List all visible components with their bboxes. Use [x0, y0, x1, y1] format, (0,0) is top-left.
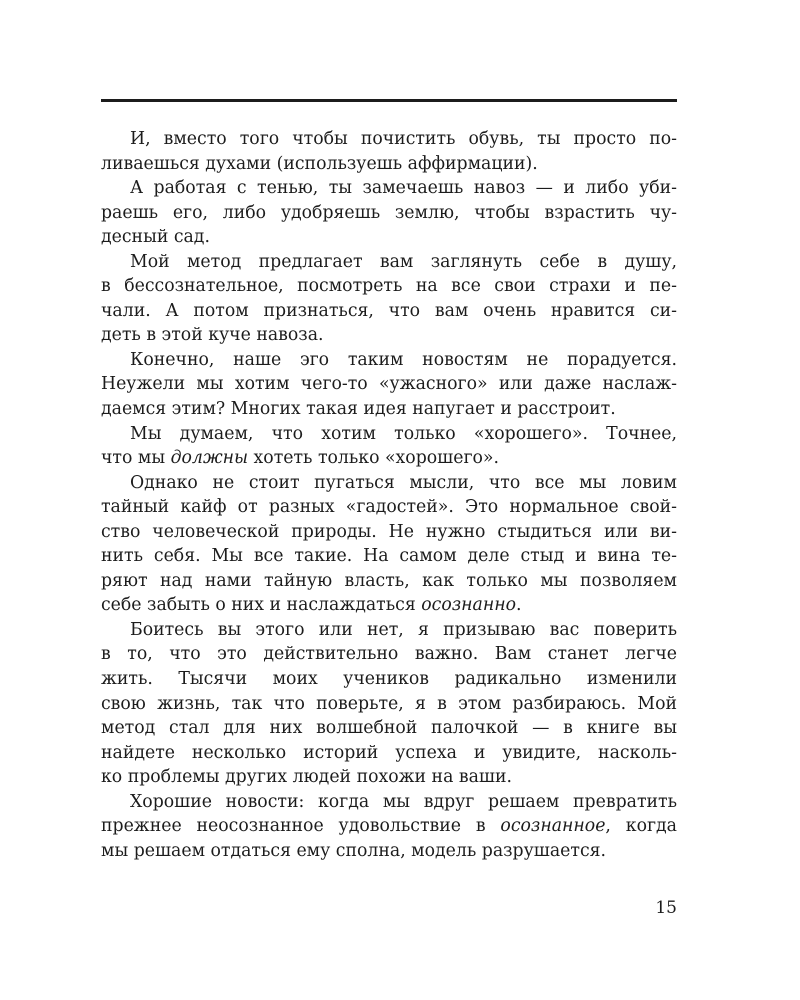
- text-line: [101, 397, 677, 422]
- text-line: [101, 790, 677, 815]
- text-line: [101, 618, 677, 643]
- text-run: хотеть только «хорошего».: [248, 448, 499, 469]
- italic-emphasis: должны: [170, 448, 249, 469]
- text-line: [101, 544, 677, 569]
- text-run: мы решаем отдаться ему сполна, модель разрушается.: [101, 840, 607, 861]
- text-run: Мой метод предлагает вам заглянуть себе в душу,: [130, 251, 677, 272]
- text-line: [101, 814, 677, 839]
- text-run: ливаешься духами (используешь аффирмации).: [101, 153, 538, 174]
- text-run: Конечно, наше эго таким новостям не порадуется.: [130, 349, 677, 370]
- paragraph: [101, 176, 677, 250]
- text-run: раешь его, либо удобряешь землю, чтобы взрастить чу-: [101, 202, 677, 223]
- text-line: [101, 495, 677, 520]
- text-run: себе забыть о них и наслаждаться: [101, 595, 422, 616]
- text-line: [101, 372, 677, 397]
- paragraph: [101, 790, 677, 864]
- text-run: Хорошие новости: когда мы вдруг решаем превратить: [130, 791, 677, 812]
- text-line: [101, 323, 677, 348]
- text-run: в то, что это действительно важно. Вам станет легче: [101, 644, 677, 665]
- text-line: [101, 667, 677, 692]
- text-run: десный сад.: [101, 227, 210, 248]
- text-run: , когда: [605, 816, 677, 837]
- text-line: [101, 422, 677, 447]
- text-run: что мы: [101, 448, 171, 469]
- text-line: [101, 716, 677, 741]
- text-line: [101, 250, 677, 275]
- text-line: [101, 741, 677, 766]
- text-line: [101, 642, 677, 667]
- page-number: 15: [655, 898, 677, 918]
- text-run: даемся этим? Многих такая идея напугает и расстроит.: [101, 399, 616, 420]
- text-run: Неужели мы хотим чего-то «ужасного» или даже наслаж-: [101, 374, 677, 395]
- text-run: метод стал для них волшебной палочкой — в книге вы: [101, 718, 677, 739]
- text-line: [101, 446, 677, 471]
- paragraph: [101, 348, 677, 422]
- text-line: [101, 839, 677, 864]
- text-line: [101, 348, 677, 373]
- text-run: ко проблемы других людей похожи на ваши.: [101, 767, 512, 788]
- text-run: в бессознательное, посмотреть на все свои страхи и пе-: [101, 276, 677, 297]
- italic-emphasis: осознанное: [500, 816, 606, 837]
- text-run: тайный кайф от разных «гадостей». Это нормальное свой-: [101, 497, 677, 518]
- text-line: [101, 176, 677, 201]
- text-run: Боитесь вы этого или нет, я призываю вас поверить: [130, 619, 677, 640]
- paragraph: [101, 471, 677, 618]
- text-line: [101, 299, 677, 324]
- text-run: ряют над нами тайную власть, как только мы позволяем: [101, 570, 677, 591]
- text-run: Однако не стоит пугаться мысли, что все мы ловим: [130, 472, 677, 493]
- paragraph: [101, 618, 677, 790]
- text-line: [101, 225, 677, 250]
- text-line: [101, 201, 677, 226]
- text-run: чали. А потом признаться, что вам очень нравится си-: [101, 300, 677, 321]
- text-run: ство человеческой природы. Не нужно стыдиться или ви-: [101, 521, 677, 542]
- body-text: [101, 127, 677, 863]
- text-run: прежнее неосознанное удовольствие в: [101, 816, 501, 837]
- text-line: [101, 593, 677, 618]
- text-run: Мы думаем, что хотим только «хорошего». Точнее,: [130, 423, 677, 444]
- text-run: нить себя. Мы все такие. На самом деле стыд и вина те-: [101, 546, 677, 567]
- text-run: свою жизнь, так что поверьте, я в этом разбираюсь. Мой: [101, 693, 677, 714]
- text-line: [101, 152, 677, 177]
- text-line: [101, 569, 677, 594]
- text-run: .: [516, 595, 522, 616]
- paragraph: [101, 422, 677, 471]
- paragraph: [101, 127, 677, 176]
- text-run: жить. Тысячи моих учеников радикально изменили: [101, 669, 677, 690]
- paragraph: [101, 250, 677, 348]
- text-line: [101, 274, 677, 299]
- text-line: [101, 692, 677, 717]
- text-line: [101, 765, 677, 790]
- text-run: деть в этой куче навоза.: [101, 325, 324, 346]
- text-run: А работая с тенью, ты замечаешь навоз — и либо уби-: [130, 178, 677, 199]
- text-run: найдете несколько историй успеха и увидите, насколь-: [101, 742, 677, 763]
- text-line: [101, 520, 677, 545]
- text-run: И, вместо того чтобы почистить обувь, ты просто по-: [130, 129, 677, 149]
- italic-emphasis: осознанно: [421, 595, 517, 616]
- text-line: [101, 471, 677, 496]
- text-line: [101, 127, 677, 152]
- header-rule: [101, 99, 677, 102]
